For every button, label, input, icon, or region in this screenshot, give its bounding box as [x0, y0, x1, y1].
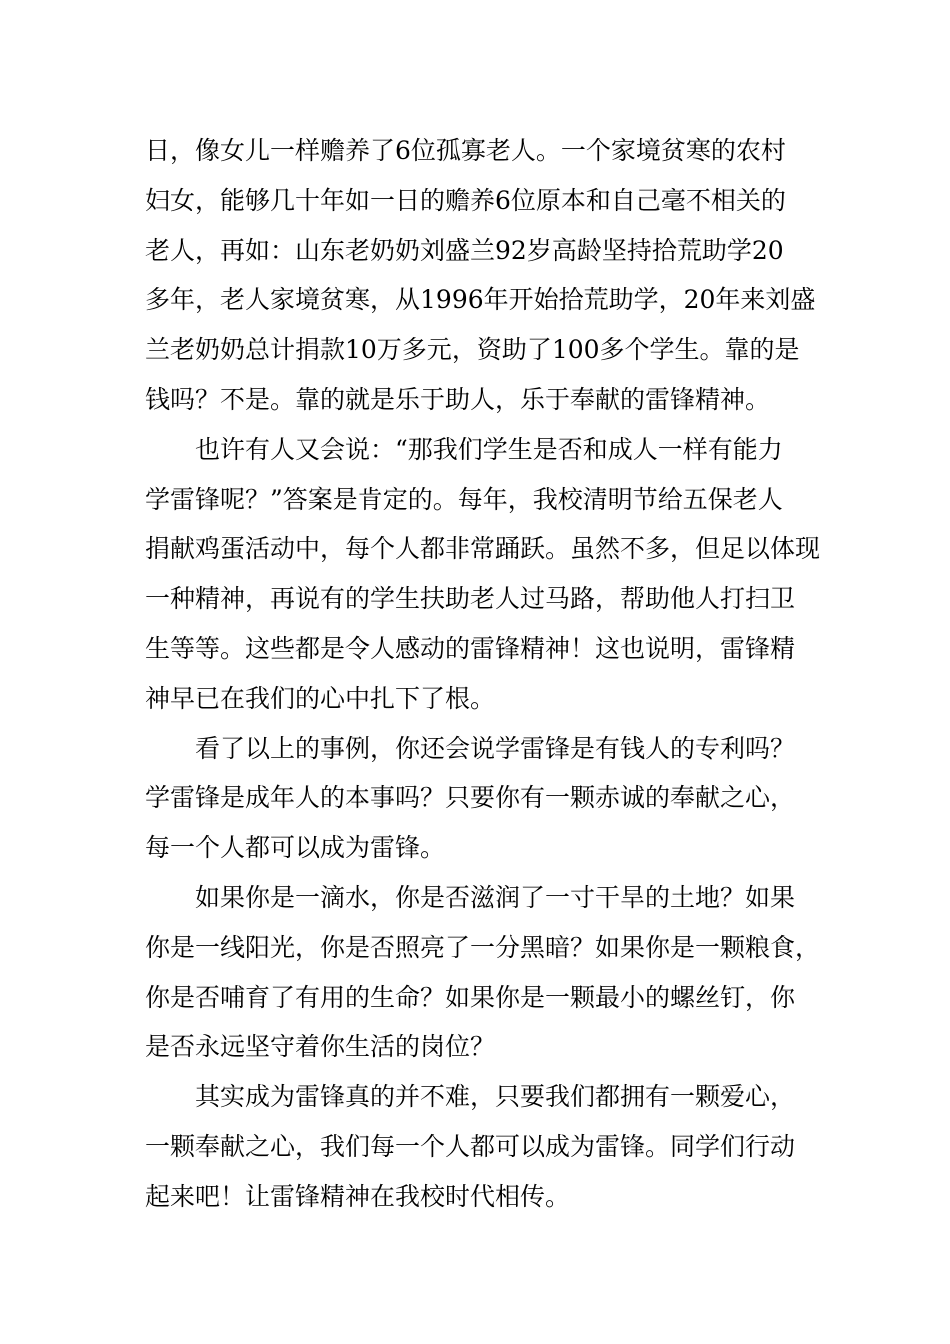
paragraph-3	[145, 724, 825, 873]
text-line: 你是否哺育了有用的生命？如果你是一颗最小的螺丝钉，你	[145, 982, 796, 1012]
text-line: 学雷锋呢？”答案是肯定的。每年，我校清明节给五保老人	[145, 484, 783, 514]
text-line: 多年，老人家境贫寒，从1996年开始拾荒助学，20年来刘盛	[145, 285, 816, 315]
text-line: 生等等。这些都是令人感动的雷锋精神！这也说明，雷锋精	[145, 633, 796, 663]
document-body	[145, 126, 825, 1222]
text-line: 如果你是一滴水，你是否滋润了一寸干旱的土地？如果	[195, 882, 796, 912]
text-line: 捐献鸡蛋活动中，每个人都非常踊跃。虽然不多，但足以体现	[145, 534, 821, 564]
text-line: 也许有人又会说：“那我们学生是否和成人一样有能力	[195, 434, 783, 464]
text-line: 日，像女儿一样赡养了6位孤寡老人。一个家境贫寒的农村	[145, 136, 786, 165]
paragraph-1	[145, 126, 825, 425]
text-line: 学雷锋是成年人的本事吗？只要你有一颗赤诚的奉献之心，	[145, 783, 796, 813]
text-line: 神早已在我们的心中扎下了根。	[145, 683, 496, 713]
text-line: 钱吗？不是。靠的就是乐于助人，乐于奉献的雷锋精神。	[145, 384, 771, 414]
paragraph-4	[145, 873, 825, 1072]
text-line: 老人，再如：山东老奶奶刘盛兰92岁高龄坚持拾荒助学20	[145, 235, 784, 265]
paragraph-5	[145, 1072, 825, 1221]
text-line: 一种精神，再说有的学生扶助老人过马路，帮助他人打扫卫	[145, 584, 796, 614]
text-line: 一颗奉献之心，我们每一个人都可以成为雷锋。同学们行动	[145, 1131, 796, 1161]
text-line: 每一个人都可以成为雷锋。	[145, 833, 446, 863]
text-line: 是否永远坚守着你生活的岗位？	[145, 1032, 496, 1062]
text-line: 起来吧！让雷锋精神在我校时代相传。	[145, 1181, 571, 1211]
text-line: 妇女，能够几十年如一日的赡养6位原本和自己毫不相关的	[145, 185, 786, 215]
text-line: 兰老奶奶总计捐款10万多元，资助了100多个学生。靠的是	[145, 335, 800, 365]
text-line: 其实成为雷锋真的并不难，只要我们都拥有一颗爱心，	[195, 1082, 796, 1112]
text-line: 你是一线阳光，你是否照亮了一分黑暗？如果你是一颗粮食，	[145, 932, 821, 962]
paragraph-2	[145, 425, 825, 724]
text-line: 看了以上的事例，你还会说学雷锋是有钱人的专利吗？	[195, 733, 796, 763]
